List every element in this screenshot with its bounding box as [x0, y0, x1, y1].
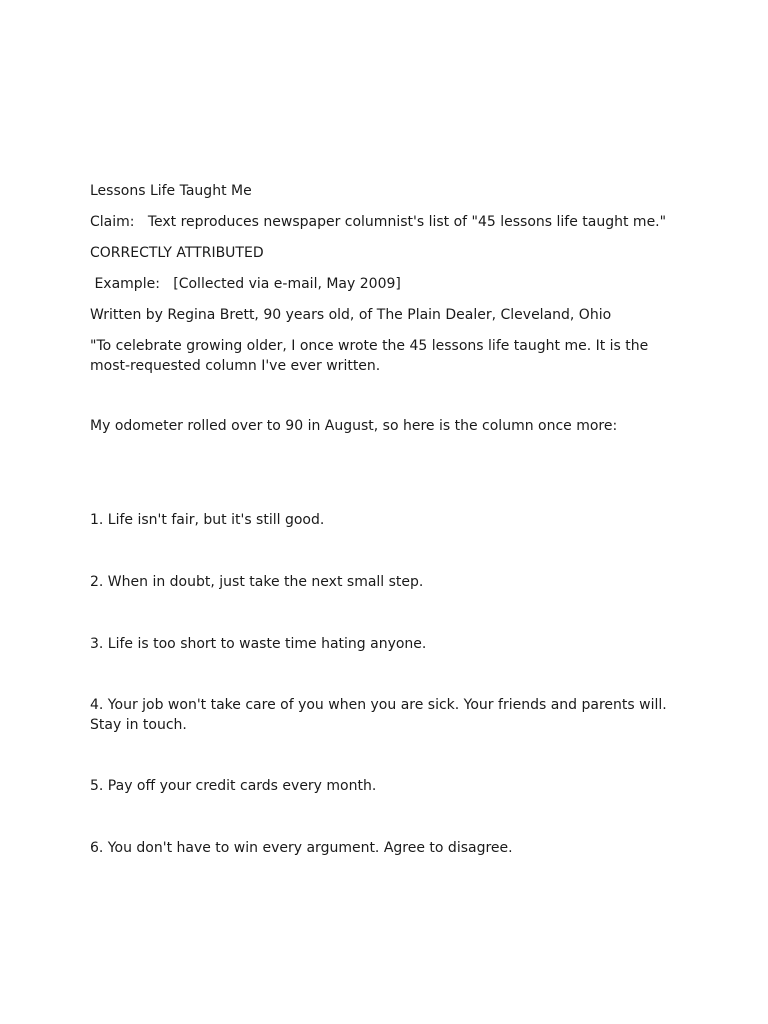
intro-paragraph: "To celebrate growing older, I once wrote the 45 lessons life taught me. It is the most-requested column I've ever written.: [90, 338, 653, 374]
odometer-paragraph: My odometer rolled over to 90 in August, so here is the column once more:: [90, 418, 618, 434]
attribution-status: CORRECTLY ATTRIBUTED: [90, 245, 264, 261]
byline-text: Written by Regina Brett, 90 years old, of The Plain Dealer, Cleveland, Ohio: [90, 307, 612, 323]
lesson-item: 4. Your job won't take care of you when you are sick. Your friends and parents will. Stay in touch.: [90, 697, 672, 733]
document-title: Lessons Life Taught Me: [90, 183, 252, 199]
lesson-item: 5. Pay off your credit cards every month.: [90, 778, 377, 794]
lesson-item: 3. Life is too short to waste time hating anyone.: [90, 636, 427, 652]
lesson-item: 2. When in doubt, just take the next small step.: [90, 574, 424, 590]
lesson-item: 6. You don't have to win every argument. Agree to disagree.: [90, 840, 513, 856]
example-text: Example: [Collected via e-mail, May 2009]: [90, 276, 401, 292]
claim-text: Claim: Text reproduces newspaper columnist's list of "45 lessons life taught me.": [90, 214, 667, 230]
lesson-item: 1. Life isn't fair, but it's still good.: [90, 512, 325, 528]
